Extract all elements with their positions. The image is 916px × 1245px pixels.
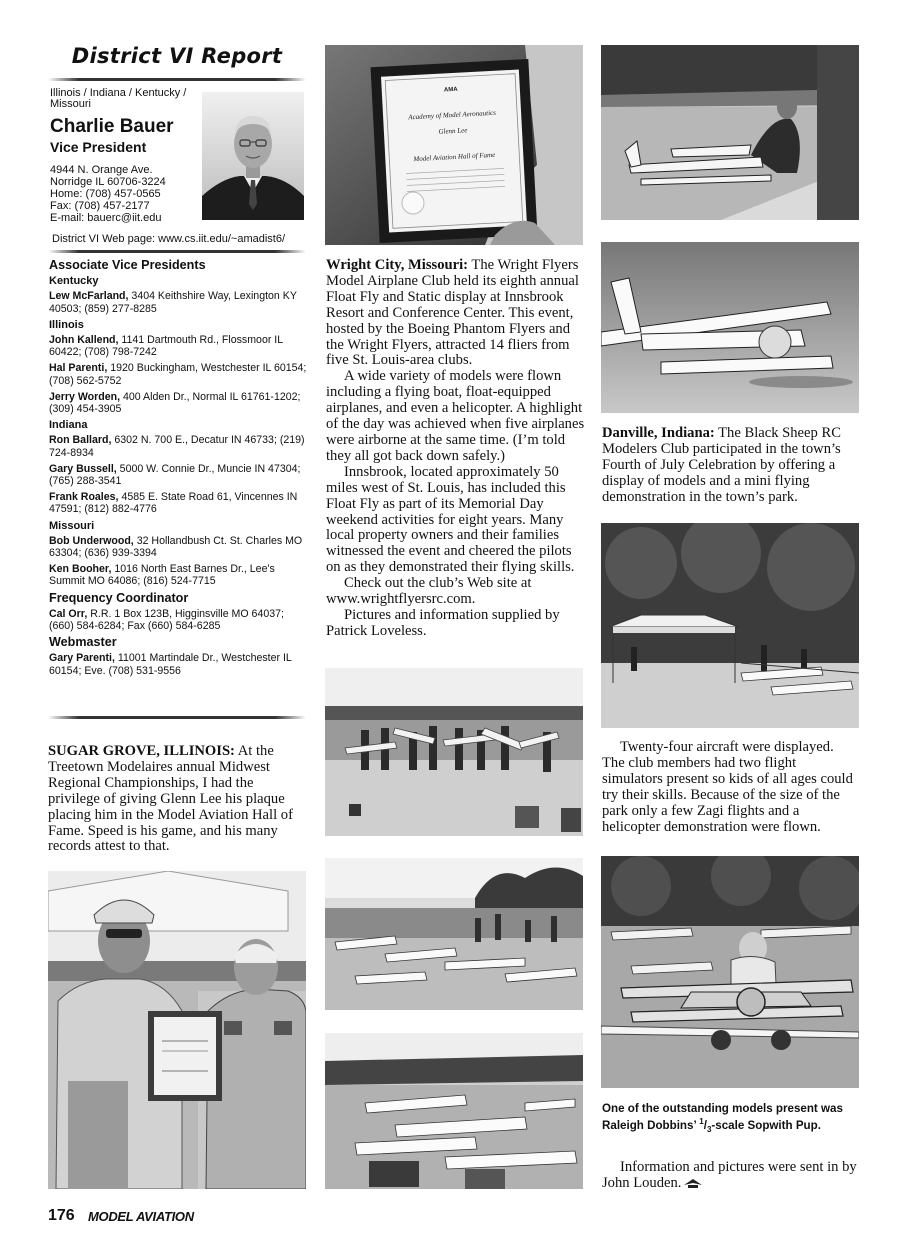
state-label-missouri: Missouri [49, 519, 95, 532]
district-web-page[interactable]: District VI Web page: www.cs.iit.edu/~amadist6/ [52, 233, 286, 245]
associates-heading: Associate Vice Presidents [49, 258, 206, 272]
associates-rule [48, 716, 306, 719]
danville-text: The Black Sheep RC Modelers Club participated in the town’s Fourth of July Celebration by offering a display of models and a mini flying demonstration in the town’s park. [602, 425, 841, 505]
award-presentation-photo [48, 871, 306, 1189]
header-rule [48, 78, 306, 81]
float-fly-group-photo [325, 668, 583, 836]
vp-email[interactable]: E-mail: bauerc@iit.edu [50, 212, 162, 224]
sugar-grove-text: At the Treetown Modelaires annual Midwest Regional Championships, I had the privilege of giving Glenn Lee his plaque placing him in the Model Aviation Hall of Fame. Speed is his game, and his many records attest to that. [48, 743, 293, 855]
vp-title: Vice President [50, 139, 147, 155]
wright-city-p1: The Wright Flyers Model Airplane Club held its eighth annual Float Fly and Static display at Innsbrook Resort and Conference Center. This event, hosted by the Boeing Phantom Flyers and the Wright Flyers, attracted 14 fliers from five St. Louis-area clubs. [326, 257, 579, 369]
sugar-grove-lead: SUGAR GROVE, ILLINOIS: [48, 743, 235, 759]
vp-fax: Fax: (708) 457-2177 [50, 200, 150, 212]
contact-details: 1016 North East Barnes Dr., Lee's Summit MO 64086; (816) 524-7715 [49, 563, 275, 588]
district-states: Illinois / Indiana / Kentucky / Missouri [50, 87, 187, 110]
aircraft-displayed-paragraph: Twenty-four aircraft were displayed. The club members had two flight simulators present so kids of all ages could try their skills. Because of the size of the park only a few Zagi flights and a helicopter demonstration were flown. [602, 739, 853, 835]
vp-address: 4944 N. Orange Ave. [50, 164, 153, 176]
caption-text-end: -scale Sopwith Pup. [711, 1119, 821, 1133]
vp-name: Charlie Bauer [50, 116, 174, 137]
closing-paragraph [602, 1160, 858, 1192]
contact-name: Bob Underwood, [49, 534, 134, 547]
contact-details: 1920 Buckingham, Westchester IL 60154; (708) 562-5752 [49, 362, 307, 387]
hall-of-fame-plaque-photo [325, 45, 583, 245]
contact-entry [49, 535, 307, 559]
danville-paragraph [602, 426, 858, 506]
wright-city-p3: Innsbrook, located approximately 50 miles west of St. Louis, has included this Float Fly as part of its Memorial Day weekend activities for eight years. Many local property owners and their families witnessed the event and cheered the pilots on as they demonstrated their flying skills. [326, 463, 575, 576]
caption-text-start: One of the outstanding models present was Raleigh Dobbins’ [602, 1102, 843, 1133]
contact-entry [49, 434, 307, 458]
contact-details: 3404 Keithshire Way, Lexington KY 40503; (859) 277-8285 [49, 290, 297, 315]
caption-fraction-numerator: 1 [699, 1117, 704, 1127]
static-display-photo [325, 858, 583, 1010]
contact-entry [49, 391, 307, 415]
frequency-heading: Frequency Coordinator [49, 590, 189, 605]
web-rule [48, 250, 306, 253]
contact-entry [49, 362, 307, 386]
magazine-title: MODEL AVIATION [88, 1209, 194, 1224]
page-number: 176 [48, 1207, 75, 1224]
report-title: District VI Report [71, 44, 283, 68]
contact-name: Hal Parenti, [49, 362, 108, 375]
contact-details: 6302 N. 700 E., Decatur IN 46733; (219) 724-8934 [49, 434, 305, 459]
contact-name: Frank Roales, [49, 491, 119, 504]
sugar-grove-paragraph [48, 744, 306, 855]
contact-name: Ron Ballard, [49, 434, 112, 447]
contact-details: 1141 Dartmouth Rd., Flossmoor IL 60422; (708) 798-7242 [49, 334, 283, 359]
float-plane-water-photo [601, 242, 859, 413]
contact-name: John Kallend, [49, 334, 119, 347]
plaque-org: Academy of Model Aeronautics [408, 108, 497, 122]
plaque-logo: AMA [443, 86, 458, 94]
closing-text: Information and pictures were sent in by John Louden. [602, 1159, 857, 1191]
contact-name: Jerry Worden, [49, 390, 121, 403]
contact-entry [49, 563, 307, 587]
sopwith-pup-photo [601, 856, 859, 1088]
wright-city-lead: Wright City, Missouri: [326, 257, 469, 273]
contact-details: 4585 E. State Road 61, Vincennes IN 47591; (812) 882-4776 [49, 491, 298, 516]
contact-entry [49, 608, 307, 632]
ama-logo-icon [684, 1179, 702, 1189]
contact-entry [49, 652, 307, 676]
contact-entry [49, 491, 307, 515]
contact-name: Gary Bussell, [49, 462, 117, 475]
contact-details: 400 Alden Dr., Normal IL 61761-1202; (309) 454-3905 [49, 390, 301, 416]
danville-lead: Danville, Indiana: [602, 425, 715, 441]
airplane-row-photo [325, 1033, 583, 1189]
plaque-hall: Model Aviation Hall of Fame [413, 150, 496, 164]
vp-contact [50, 164, 166, 224]
contact-details: 5000 W. Connie Dr., Muncie IN 47304; (765) 288-3541 [49, 462, 301, 488]
caption-fraction-denominator: 3 [706, 1125, 712, 1135]
contact-entry [49, 290, 307, 314]
associate-vp-list [49, 258, 307, 681]
contact-details: 32 Hollandbush Ct. St. Charles MO 63304; (636) 939-3394 [49, 534, 303, 560]
contact-details: 11001 Martindale Dr., Westchester IL 60154; Eve. (708) 531-9556 [49, 652, 292, 677]
wright-city-article [326, 258, 586, 640]
sopwith-caption: One of the outstanding models present was Raleigh Dobbins’ $^1/_3$-scale Sopwith Pup. [602, 1102, 843, 1135]
contact-name: Gary Parenti, [49, 652, 115, 665]
park-display-photo [601, 523, 859, 728]
vp-portrait-photo [202, 92, 304, 220]
webmaster-heading: Webmaster [49, 635, 117, 650]
contact-entry [49, 334, 307, 358]
state-label-indiana: Indiana [49, 419, 88, 432]
state-label-kentucky: Kentucky [49, 275, 99, 288]
contact-name: Ken Booher, [49, 563, 112, 576]
float-plane-launch-photo [601, 45, 859, 220]
contact-details: R.R. 1 Box 123B, Higginsville MO 64037; (660) 584-6284; Fax (660) 584-6285 [49, 607, 284, 633]
wright-city-p5: Pictures and information supplied by Patrick Loveless. [326, 606, 560, 639]
contact-entry [49, 463, 307, 487]
contact-name: Lew McFarland, [49, 290, 129, 303]
state-label-illinois: Illinois [49, 318, 84, 331]
wright-city-paragraph [326, 258, 586, 369]
contact-name: Cal Orr, [49, 607, 88, 620]
vp-city: Norridge IL 60706-3224 [50, 176, 166, 188]
plaque-name: Glenn Lee [438, 126, 468, 136]
wright-city-p4: Check out the club’s Web site at www.wrightflyersrc.com. [326, 575, 532, 608]
vp-home-phone: Home: (708) 457-0565 [50, 188, 161, 200]
wright-city-p2: A wide variety of models were flown including a flying boat, float-equipped airplanes, and even a helicopter. A highlight of the day was achieved when five airplanes were airborne at the same time. (I’m told they all got back down safely.) [326, 368, 585, 464]
